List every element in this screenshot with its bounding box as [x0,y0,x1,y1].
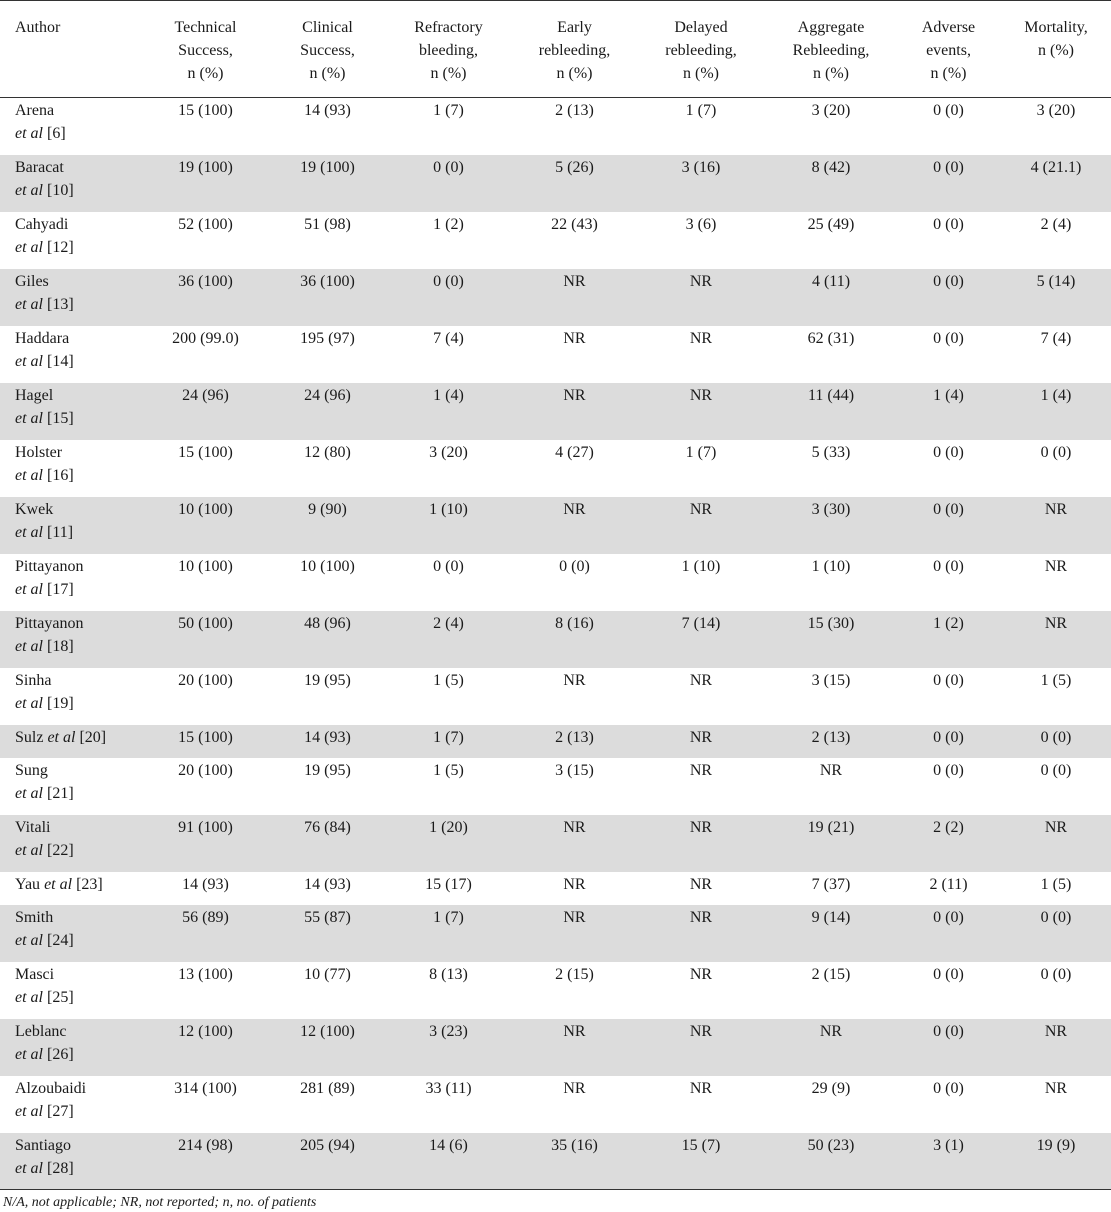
value-cell: 14 (93) [304,728,351,746]
value-cell: 91 (100) [178,818,233,836]
author-name: Baracat [15,158,64,176]
value-cell: 0 (0) [433,557,464,575]
author-name: Sinha [15,671,52,689]
author-name: Haddara [15,329,70,347]
value-cell: 1 (7) [685,102,717,119]
value-cell: 14 (93) [182,875,229,893]
et-al-text: et al [15,352,43,370]
et-al-text: et al [15,523,43,541]
header-text: Delayed [674,19,728,36]
author-cell [0,212,140,269]
value-cell: NR [689,728,713,746]
value-cell: 1 (7) [685,443,717,461]
value-cell: 35 (16) [551,1136,598,1154]
header-text: Success, [300,42,355,59]
author-name: Yau [15,875,41,893]
reference-number: [28] [47,1159,74,1177]
value-cell: 10 (100) [178,557,233,575]
value-cell: NR [689,386,713,404]
value-cell: 5 (14) [1036,272,1076,290]
value-cell: 36 (100) [178,272,233,290]
value-cell: 14 (93) [304,875,351,893]
value-cell: 0 (0) [933,500,964,518]
author-cell [0,1076,140,1133]
author-cell [0,269,140,326]
value-cell: 14 (6) [429,1136,468,1154]
value-cell: 3 (20) [811,102,851,119]
header-text: n (%) [187,65,224,82]
reference-number: [23] [76,875,103,893]
header-text: Author [15,19,61,36]
value-cell: 12 (100) [178,1022,233,1040]
header-text: events, [926,42,971,59]
value-cell: 7 (37) [811,875,851,893]
value-cell: NR [563,908,586,926]
value-cell: NR [563,329,586,347]
reference-number: [10] [47,181,74,199]
header-text: Mortality, [1024,19,1088,36]
value-cell: 10 (77) [304,965,351,983]
value-cell: 0 (0) [933,329,964,347]
value-cell: NR [563,875,586,893]
value-cell: 0 (0) [1040,443,1072,461]
table-row [0,554,1111,611]
author-name: Santiago [15,1136,71,1154]
value-cell: 4 (11) [811,272,851,290]
et-al-text: et al [15,295,43,313]
et-al-text: et al [15,125,43,142]
author-name: Alzoubaidi [15,1079,87,1097]
value-cell: 1 (5) [433,671,464,689]
header-text: Adverse [921,19,976,36]
value-cell: 1 (2) [433,215,464,233]
value-cell: 3 (20) [429,443,468,461]
table-row [0,212,1111,269]
value-cell: 7 (14) [681,614,721,632]
column-header [271,1,384,98]
author-name: Giles [15,272,49,290]
author-cell [0,815,140,872]
table-row [0,1133,1111,1190]
value-cell: 1 (10) [429,500,468,518]
value-cell: 20 (100) [178,671,233,689]
value-cell: 0 (0) [933,1079,964,1097]
value-cell: 15 (17) [425,875,472,893]
value-cell: 0 (0) [559,557,590,575]
et-al-text: et al [15,784,43,802]
table-row [0,815,1111,872]
value-cell: 1 (5) [433,761,464,779]
value-cell: 7 (4) [1040,329,1072,347]
et-al-text: et al [15,409,43,427]
table-row [0,905,1111,962]
value-cell: 3 (6) [685,215,717,233]
author-cell [0,905,140,962]
value-cell: 36 (100) [300,272,355,290]
value-cell: 1 (2) [933,614,964,632]
reference-number: [22] [47,841,74,859]
header-text: n (%) [430,65,467,82]
value-cell: 10 (100) [300,557,355,575]
value-cell: 1 (4) [433,386,464,404]
value-cell: NR [563,1022,586,1040]
value-cell: 0 (0) [1040,965,1072,983]
header-text: rebleeding, [538,42,611,59]
table-row [0,1019,1111,1076]
value-cell: 2 (2) [933,818,964,836]
value-cell: 24 (96) [182,386,229,404]
et-al-text: et al [15,841,43,859]
value-cell: 7 (4) [433,329,464,347]
reference-number: [11] [47,523,74,541]
author-name: Hagel [15,386,54,404]
author-cell [0,872,140,905]
value-cell: 1 (20) [429,818,468,836]
table-row [0,98,1111,155]
reference-number: [13] [47,295,74,313]
author-cell [0,611,140,668]
value-cell: NR [563,671,586,689]
table-row [0,872,1111,905]
et-al-text: et al [15,988,43,1006]
table-body [0,98,1111,1190]
reference-number: [19] [47,694,74,712]
value-cell: 0 (0) [1040,728,1072,746]
value-cell: 13 (100) [178,965,233,983]
value-cell: 200 (99.0) [172,329,239,347]
author-name: Cahyadi [15,215,69,233]
table-row [0,155,1111,212]
author-name: Leblanc [15,1022,67,1040]
author-name: Smith [15,908,54,926]
table-row [0,383,1111,440]
table-row [0,440,1111,497]
value-cell: 76 (84) [304,818,351,836]
et-al-text: et al [47,728,76,746]
value-cell: 19 (95) [304,761,351,779]
value-cell: 15 (30) [807,614,855,632]
value-cell: 56 (89) [182,908,229,926]
reference-number: [21] [47,784,74,802]
value-cell: 12 (80) [304,443,351,461]
value-cell: 50 (23) [807,1136,855,1154]
value-cell: 9 (14) [811,908,851,926]
value-cell: 20 (100) [178,761,233,779]
value-cell: NR [819,1022,843,1040]
value-cell: 1 (7) [433,102,464,119]
value-cell: NR [689,272,713,290]
value-cell: 0 (0) [933,272,964,290]
header-text: Refractory [414,19,483,36]
value-cell: 3 (30) [811,500,851,518]
reference-number: [18] [47,637,74,655]
value-cell: NR [689,875,713,893]
table-header [0,1,1111,98]
header-text: n (%) [683,65,719,82]
author-cell [0,962,140,1019]
value-cell: NR [689,1079,713,1097]
column-header [1001,1,1111,98]
et-al-text: et al [15,637,43,655]
value-cell: 0 (0) [933,728,964,746]
value-cell: 24 (96) [304,386,351,404]
value-cell: 2 (4) [433,614,464,632]
et-al-text: et al [15,238,43,256]
value-cell: NR [689,818,713,836]
value-cell: NR [689,1022,713,1040]
value-cell: NR [1044,1079,1068,1097]
value-cell: NR [689,671,713,689]
reference-number: [14] [47,352,74,370]
value-cell: 19 (21) [807,818,855,836]
column-header [384,1,513,98]
reference-number: [12] [47,238,74,256]
value-cell: 4 (21.1) [1030,158,1082,176]
header-text: Clinical [302,19,353,36]
et-al-text: et al [15,931,43,949]
value-cell: 62 (31) [807,329,855,347]
table-row [0,668,1111,725]
value-cell: 2 (15) [811,965,851,983]
value-cell: 1 (7) [433,908,464,926]
value-cell: 15 (100) [178,728,233,746]
header-text: n (%) [309,65,346,82]
author-cell [0,326,140,383]
author-cell [0,98,140,155]
value-cell: 29 (9) [811,1079,851,1097]
header-text: Early [557,19,592,36]
value-cell: 19 (9) [1036,1136,1076,1154]
column-header [513,1,636,98]
value-cell: 52 (100) [178,215,233,233]
author-name: Arena [15,102,55,119]
value-cell: 195 (97) [300,329,355,347]
value-cell: NR [819,761,843,779]
value-cell: 10 (100) [178,500,233,518]
header-text: Technical [174,19,237,36]
value-cell: 205 (94) [300,1136,355,1154]
value-cell: 314 (100) [174,1079,237,1097]
reference-number: [27] [47,1102,74,1120]
author-name: Kwek [15,500,54,518]
value-cell: 0 (0) [1040,761,1072,779]
table-row [0,962,1111,1019]
header-text: Aggregate [797,19,865,36]
value-cell: NR [689,329,713,347]
value-cell: 2 (13) [555,102,594,119]
value-cell: 2 (13) [555,728,594,746]
value-cell: 0 (0) [433,158,464,176]
header-text: Success, [178,42,233,59]
table-row [0,497,1111,554]
reference-number: [26] [47,1045,74,1063]
author-cell [0,497,140,554]
author-name: Vitali [15,818,51,836]
author-name: Pittayanon [15,557,84,575]
table-row [0,269,1111,326]
value-cell: 12 (100) [300,1022,355,1040]
value-cell: 214 (98) [178,1136,233,1154]
table-row [0,326,1111,383]
value-cell: NR [563,386,586,404]
value-cell: 1 (5) [1040,671,1072,689]
table-row [0,611,1111,668]
value-cell: NR [563,818,586,836]
value-cell: 14 (93) [304,102,351,119]
value-cell: NR [563,1079,586,1097]
value-cell: 0 (0) [933,908,964,926]
value-cell: NR [689,908,713,926]
et-al-text: et al [44,875,73,893]
author-name: Masci [15,965,55,983]
value-cell: NR [689,500,713,518]
author-cell [0,155,140,212]
author-name: Sung [15,761,48,779]
value-cell: 1 (5) [1040,875,1072,893]
value-cell: 3 (15) [555,761,594,779]
value-cell: NR [563,272,586,290]
value-cell: 19 (95) [304,671,351,689]
value-cell: 1 (10) [681,557,721,575]
value-cell: 3 (23) [429,1022,468,1040]
value-cell: 1 (10) [811,557,851,575]
et-al-text: et al [15,580,43,598]
column-header [636,1,766,98]
value-cell: 19 (100) [178,158,233,176]
value-cell: 1 (7) [433,728,464,746]
value-cell: 8 (16) [555,614,594,632]
value-cell: NR [563,500,586,518]
value-cell: 2 (13) [811,728,851,746]
value-cell: 33 (11) [425,1079,472,1097]
value-cell: 0 (0) [933,102,964,119]
reference-number: [25] [47,988,74,1006]
value-cell: 15 (100) [178,443,233,461]
value-cell: 0 (0) [933,671,964,689]
value-cell: 22 (43) [551,215,598,233]
author-name: Pittayanon [15,614,84,632]
header-text: bleeding, [418,42,479,59]
value-cell: 3 (1) [933,1136,964,1154]
reference-number: [15] [47,409,74,427]
author-cell [0,1133,140,1190]
author-cell [0,758,140,815]
value-cell: 48 (96) [304,614,351,632]
table-row [0,758,1111,815]
value-cell: 19 (100) [300,158,355,176]
header-row [0,1,1111,98]
value-cell: 0 (0) [1040,908,1072,926]
column-header [140,1,271,98]
reference-number: [20] [79,728,107,746]
value-cell: 1 (4) [1040,386,1072,404]
reference-number: [24] [47,931,74,949]
column-header [766,1,896,98]
column-header [0,1,140,98]
header-text: n (%) [930,65,967,82]
value-cell: NR [1044,557,1068,575]
value-cell: 0 (0) [933,557,964,575]
et-al-text: et al [15,181,43,199]
author-cell [0,668,140,725]
reference-number: [16] [47,466,74,484]
value-cell: 51 (98) [304,215,351,233]
value-cell: 0 (0) [933,1022,964,1040]
value-cell: 50 (100) [178,614,233,632]
value-cell: NR [689,761,713,779]
value-cell: 3 (20) [1036,102,1076,119]
author-cell [0,383,140,440]
value-cell: 2 (15) [555,965,594,983]
et-al-text: et al [15,1045,43,1063]
value-cell: 0 (0) [933,965,964,983]
header-text: n (%) [556,65,593,82]
et-al-text: et al [15,466,43,484]
header-text: Rebleeding, [792,42,870,59]
value-cell: 11 (44) [807,386,855,404]
table-row [0,725,1111,758]
value-cell: 8 (13) [429,965,468,983]
value-cell: NR [1044,1022,1068,1040]
value-cell: 15 (100) [178,102,233,119]
author-name: Sulz [15,728,44,746]
author-cell [0,554,140,611]
value-cell: 2 (4) [1040,215,1072,233]
value-cell: 55 (87) [304,908,351,926]
reference-number: [6] [47,125,66,142]
author-cell [0,440,140,497]
table-row [0,1076,1111,1133]
header-text: rebleeding, [665,42,737,59]
author-cell [0,725,140,758]
value-cell: 5 (33) [811,443,851,461]
author-name: Holster [15,443,63,461]
value-cell: 281 (89) [300,1079,355,1097]
value-cell: 5 (26) [555,158,594,176]
value-cell: 3 (16) [681,158,721,176]
header-text: n (%) [813,65,849,82]
column-header [896,1,1001,98]
value-cell: 1 (4) [933,386,964,404]
et-al-text: et al [15,1102,43,1120]
header-text: n (%) [1038,42,1074,59]
et-al-text: et al [15,694,43,712]
value-cell: 25 (49) [807,215,855,233]
et-al-text: et al [15,1159,43,1177]
table-footnote: N/A, not applicable; NR, not reported; n, no. of patients [3,1195,317,1210]
value-cell: 0 (0) [933,443,964,461]
value-cell: NR [1044,818,1068,836]
value-cell: NR [1044,500,1068,518]
value-cell: 8 (42) [811,158,851,176]
value-cell: NR [1044,614,1068,632]
value-cell: NR [689,965,713,983]
author-cell [0,1019,140,1076]
value-cell: 2 (11) [929,875,968,893]
value-cell: 0 (0) [933,761,964,779]
reference-number: [17] [47,580,74,598]
value-cell: 15 (7) [681,1136,721,1154]
value-cell: 0 (0) [933,158,964,176]
value-cell: 0 (0) [933,215,964,233]
value-cell: 4 (27) [555,443,594,461]
value-cell: 0 (0) [433,272,464,290]
value-cell: 3 (15) [811,671,851,689]
value-cell: 9 (90) [308,500,347,518]
